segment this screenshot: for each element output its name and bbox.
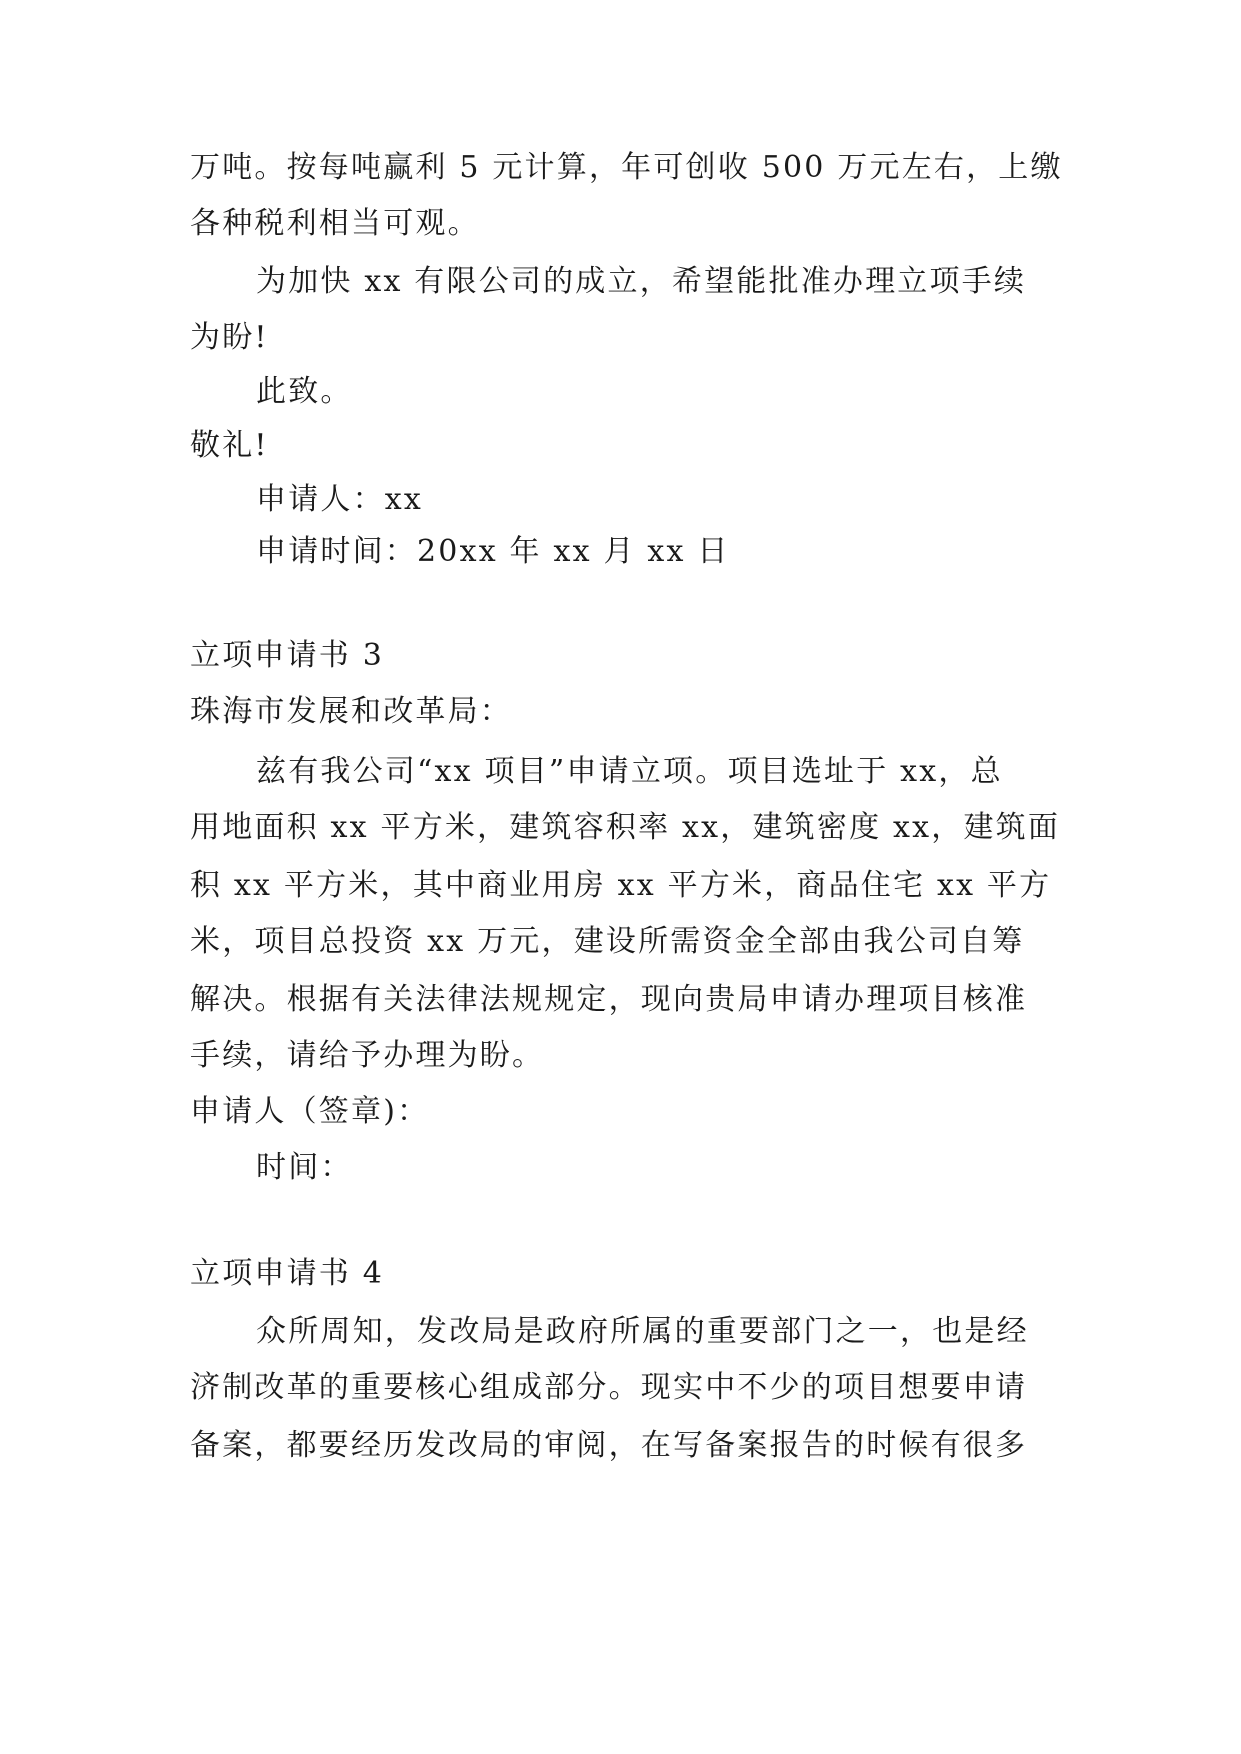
paragraph-line: 手续，请给予办理为盼。 (190, 1038, 545, 1073)
paragraph-line: 万吨。按每吨赢利 5 元计算，年可创收 500 万元左右，上缴 (190, 150, 1063, 185)
applicant-line: 申请人：xx (256, 482, 424, 517)
paragraph-line: 济制改革的重要核心组成部分。现实中不少的项目想要申请 (190, 1370, 1028, 1405)
paragraph-line: 解决。根据有关法律法规规定，现向贵局申请办理项目核准 (190, 982, 1028, 1017)
paragraph-line: 众所周知，发改局是政府所属的重要部门之一，也是经 (256, 1314, 1029, 1349)
date-line: 申请时间：20xx 年 xx 月 xx 日 (256, 534, 730, 569)
paragraph-line: 为加快 xx 有限公司的成立，希望能批准办理立项手续 (256, 264, 1027, 299)
addressee-line: 珠海市发展和改革局： (190, 694, 512, 729)
paragraph-line: 用地面积 xx 平方米，建筑容积率 xx，建筑密度 xx，建筑面 (190, 810, 1061, 845)
salute-text: 敬礼! (190, 428, 269, 463)
paragraph-line: 积 xx 平方米，其中商业用房 xx 平方米，商品住宅 xx 平方 (190, 868, 1052, 903)
paragraph-line: 为盼! (190, 320, 269, 355)
paragraph-line: 各种税利相当可观。 (190, 206, 480, 241)
paragraph-line: 兹有我公司“xx 项目”申请立项。项目选址于 xx，总 (256, 754, 1003, 789)
paragraph-line: 米，项目总投资 xx 万元，建设所需资金全部由我公司自筹 (190, 924, 1025, 959)
signature-line: 申请人（签章)： (190, 1094, 430, 1129)
paragraph-line: 备案，都要经历发改局的审阅，在写备案报告的时候有很多 (190, 1428, 1028, 1463)
section-title: 立项申请书 3 (190, 638, 385, 673)
closing-text: 此致。 (256, 374, 353, 409)
time-line: 时间： (256, 1150, 353, 1185)
section-title: 立项申请书 4 (190, 1256, 385, 1291)
